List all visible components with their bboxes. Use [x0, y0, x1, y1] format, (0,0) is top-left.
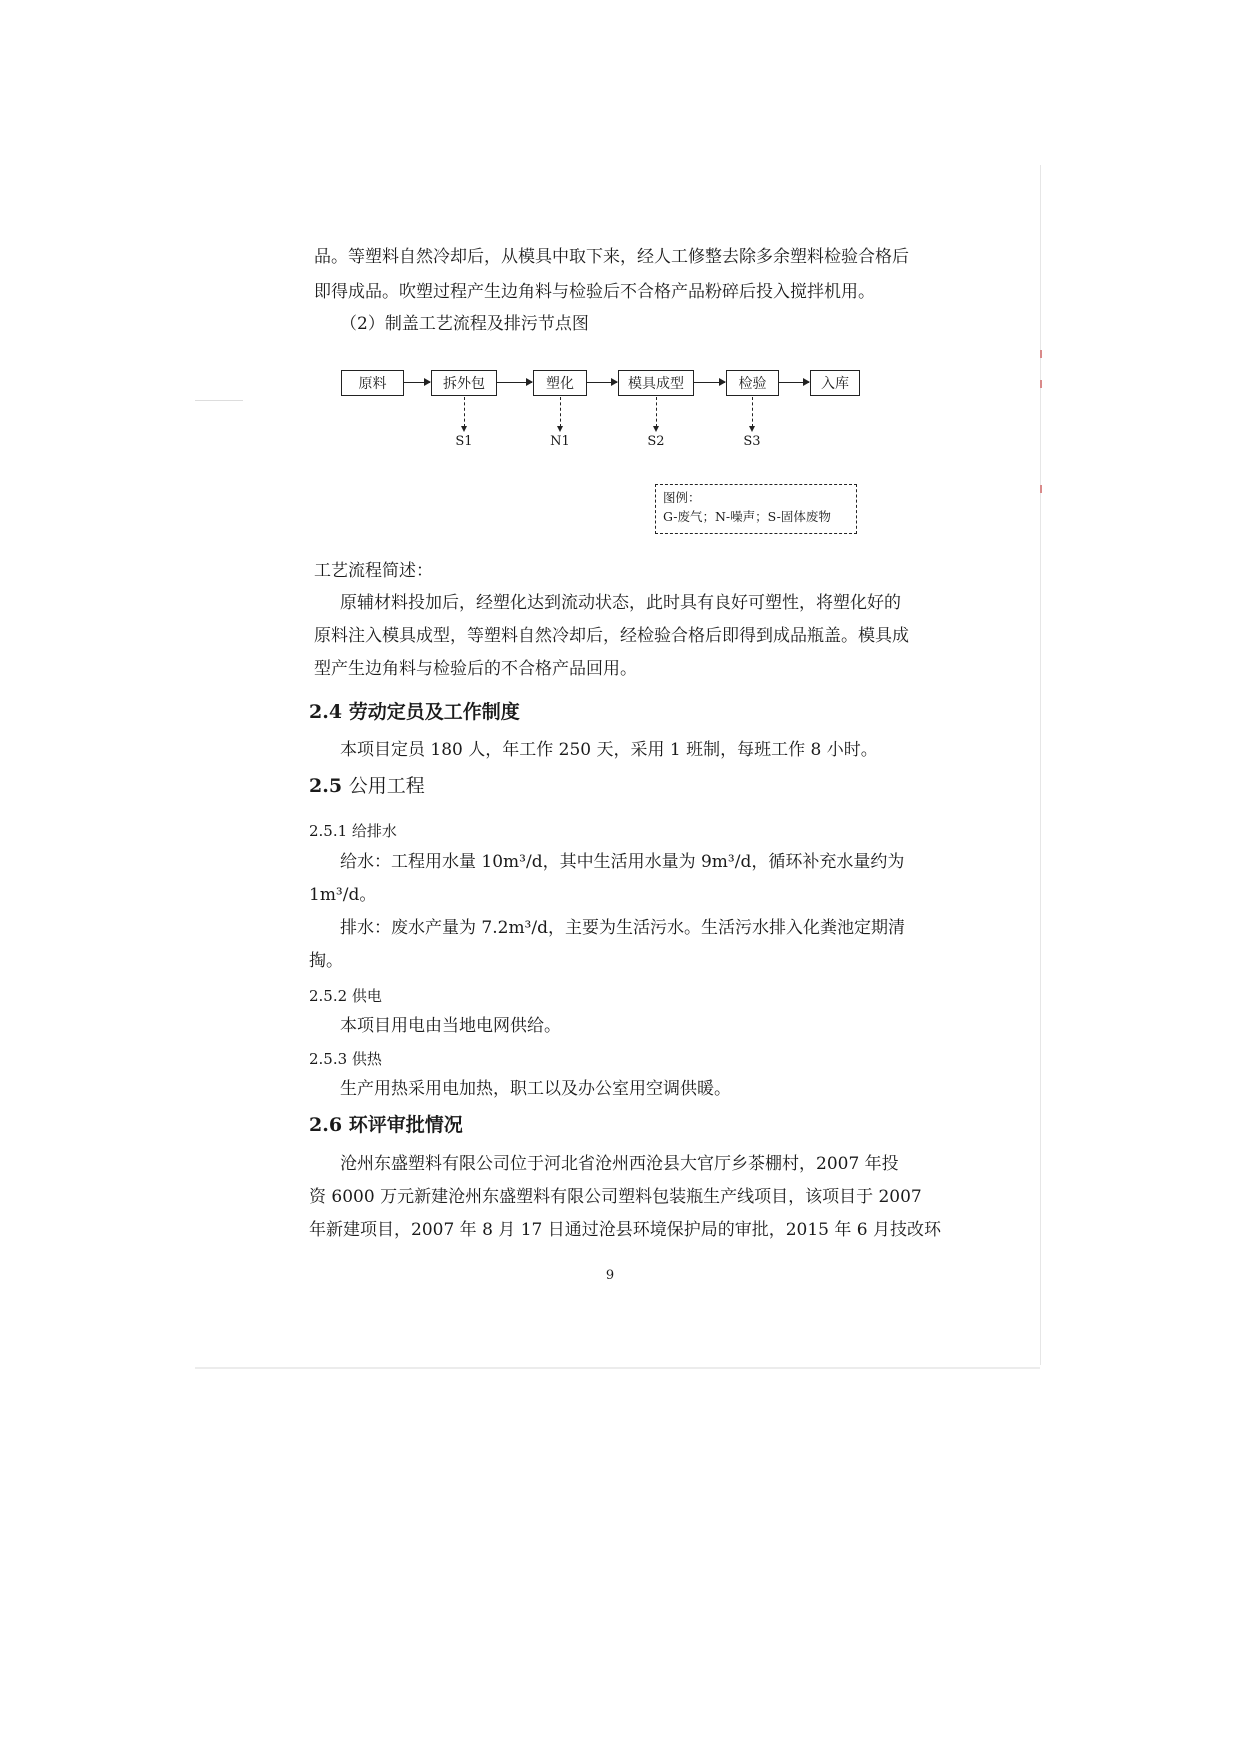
- pollution-dash-s3: [752, 397, 753, 427]
- section-2-6-line-1: 沧州东盛塑料有限公司位于河北省沧州西沧县大官厅乡茶棚村，2007 年投: [340, 1154, 899, 1174]
- section-2-5-2-heading: 2.5.2 供电: [309, 987, 382, 1005]
- pollution-dash-n1: [560, 397, 561, 427]
- flow-step-mold-forming: 模具成型: [618, 370, 694, 396]
- scan-mark: [1040, 350, 1042, 358]
- section-2-6-line-2: 资 6000 万元新建沧州东盛塑料有限公司塑料包装瓶生产线项目，该项目于 2007: [309, 1187, 922, 1207]
- section-2-5-heading: [309, 771, 425, 798]
- pollution-dash-s2: [656, 397, 657, 427]
- flow-step-warehouse: 入库: [810, 370, 860, 396]
- section-2-6-title: 环评审批情况: [348, 1114, 463, 1136]
- pollution-node-s2: S2: [647, 434, 665, 449]
- section-2-5-3-heading: 2.5.3 供热: [309, 1050, 382, 1068]
- flow-arrow: [779, 382, 809, 383]
- flow-step-plasticize: 塑化: [533, 370, 587, 396]
- process-desc-line-3: 型产生边角料与检验后的不合格产品回用。: [314, 659, 637, 679]
- process-desc-line-1: 原辅材料投加后，经塑化达到流动状态，此时具有良好可塑性，将塑化好的: [340, 593, 901, 613]
- flow-arrow: [587, 382, 617, 383]
- scan-edge-right: [1040, 165, 1041, 1365]
- intro-line-1: 品。等塑料自然冷却后，从模具中取下来，经人工修整去除多余塑料检验合格后: [314, 247, 909, 267]
- legend-title: 图例：: [663, 490, 701, 505]
- section-2-4-number: 2.4: [309, 701, 343, 723]
- power-text: 本项目用电由当地电网供给。: [340, 1016, 561, 1036]
- section-2-4-body: 本项目定员 180 人，年工作 250 天，采用 1 班制，每班工作 8 小时。: [340, 740, 878, 760]
- scan-edge-bottom: [195, 1367, 1040, 1369]
- section-2-5-number: 2.5: [309, 775, 343, 797]
- heating-text: 生产用热采用电加热，职工以及办公室用空调供暖。: [340, 1079, 731, 1099]
- water-supply-line-1: 给水：工程用水量 10m³/d，其中生活用水量为 9m³/d，循环补充水量约为: [340, 852, 905, 872]
- drainage-line-1: 排水：废水产量为 7.2m³/d，主要为生活污水。生活污水排入化粪池定期清: [340, 918, 905, 938]
- page-number: 9: [605, 1268, 615, 1283]
- flow-title: （2）制盖工艺流程及排污节点图: [340, 314, 589, 334]
- flow-step-raw-material: 原料: [341, 370, 404, 396]
- section-2-6-line-3: 年新建项目，2007 年 8 月 17 日通过沧县环境保护局的审批，2015 年 6 月技改环: [309, 1220, 942, 1240]
- pollution-node-s1: S1: [455, 434, 473, 449]
- scan-line: [195, 400, 243, 401]
- pollution-node-n1: N1: [550, 434, 570, 449]
- scan-mark: [1040, 380, 1042, 388]
- flow-arrow: [497, 382, 532, 383]
- flow-step-inspection: 检验: [726, 370, 779, 396]
- legend-text: G-废气；N-噪声；S-固体废物: [663, 509, 831, 524]
- pollution-node-s3: S3: [743, 434, 761, 449]
- scan-mark: [1040, 485, 1042, 493]
- intro-line-2: 即得成品。吹塑过程产生边角料与检验后不合格产品粉碎后投入搅拌机用。: [314, 282, 875, 302]
- drainage-line-2: 掏。: [309, 951, 343, 971]
- section-2-6-number: 2.6: [309, 1114, 343, 1136]
- section-2-4-heading: [309, 697, 520, 724]
- water-supply-line-2: 1m³/d。: [309, 885, 377, 905]
- section-2-5-1-heading: 2.5.1 给排水: [309, 822, 397, 840]
- section-2-4-title: 劳动定员及工作制度: [348, 701, 520, 723]
- section-2-5-title: 公用工程: [348, 775, 425, 797]
- flow-arrow: [404, 382, 430, 383]
- section-2-6-heading: [309, 1110, 463, 1137]
- flowchart-legend: [655, 484, 857, 534]
- flow-arrow: [694, 382, 725, 383]
- flow-step-unpack: 拆外包: [431, 370, 497, 396]
- process-desc-line-2: 原料注入模具成型，等塑料自然冷却后，经检验合格后即得到成品瓶盖。模具成: [314, 626, 909, 646]
- pollution-dash-s1: [464, 397, 465, 427]
- process-desc-heading: 工艺流程简述：: [314, 561, 433, 581]
